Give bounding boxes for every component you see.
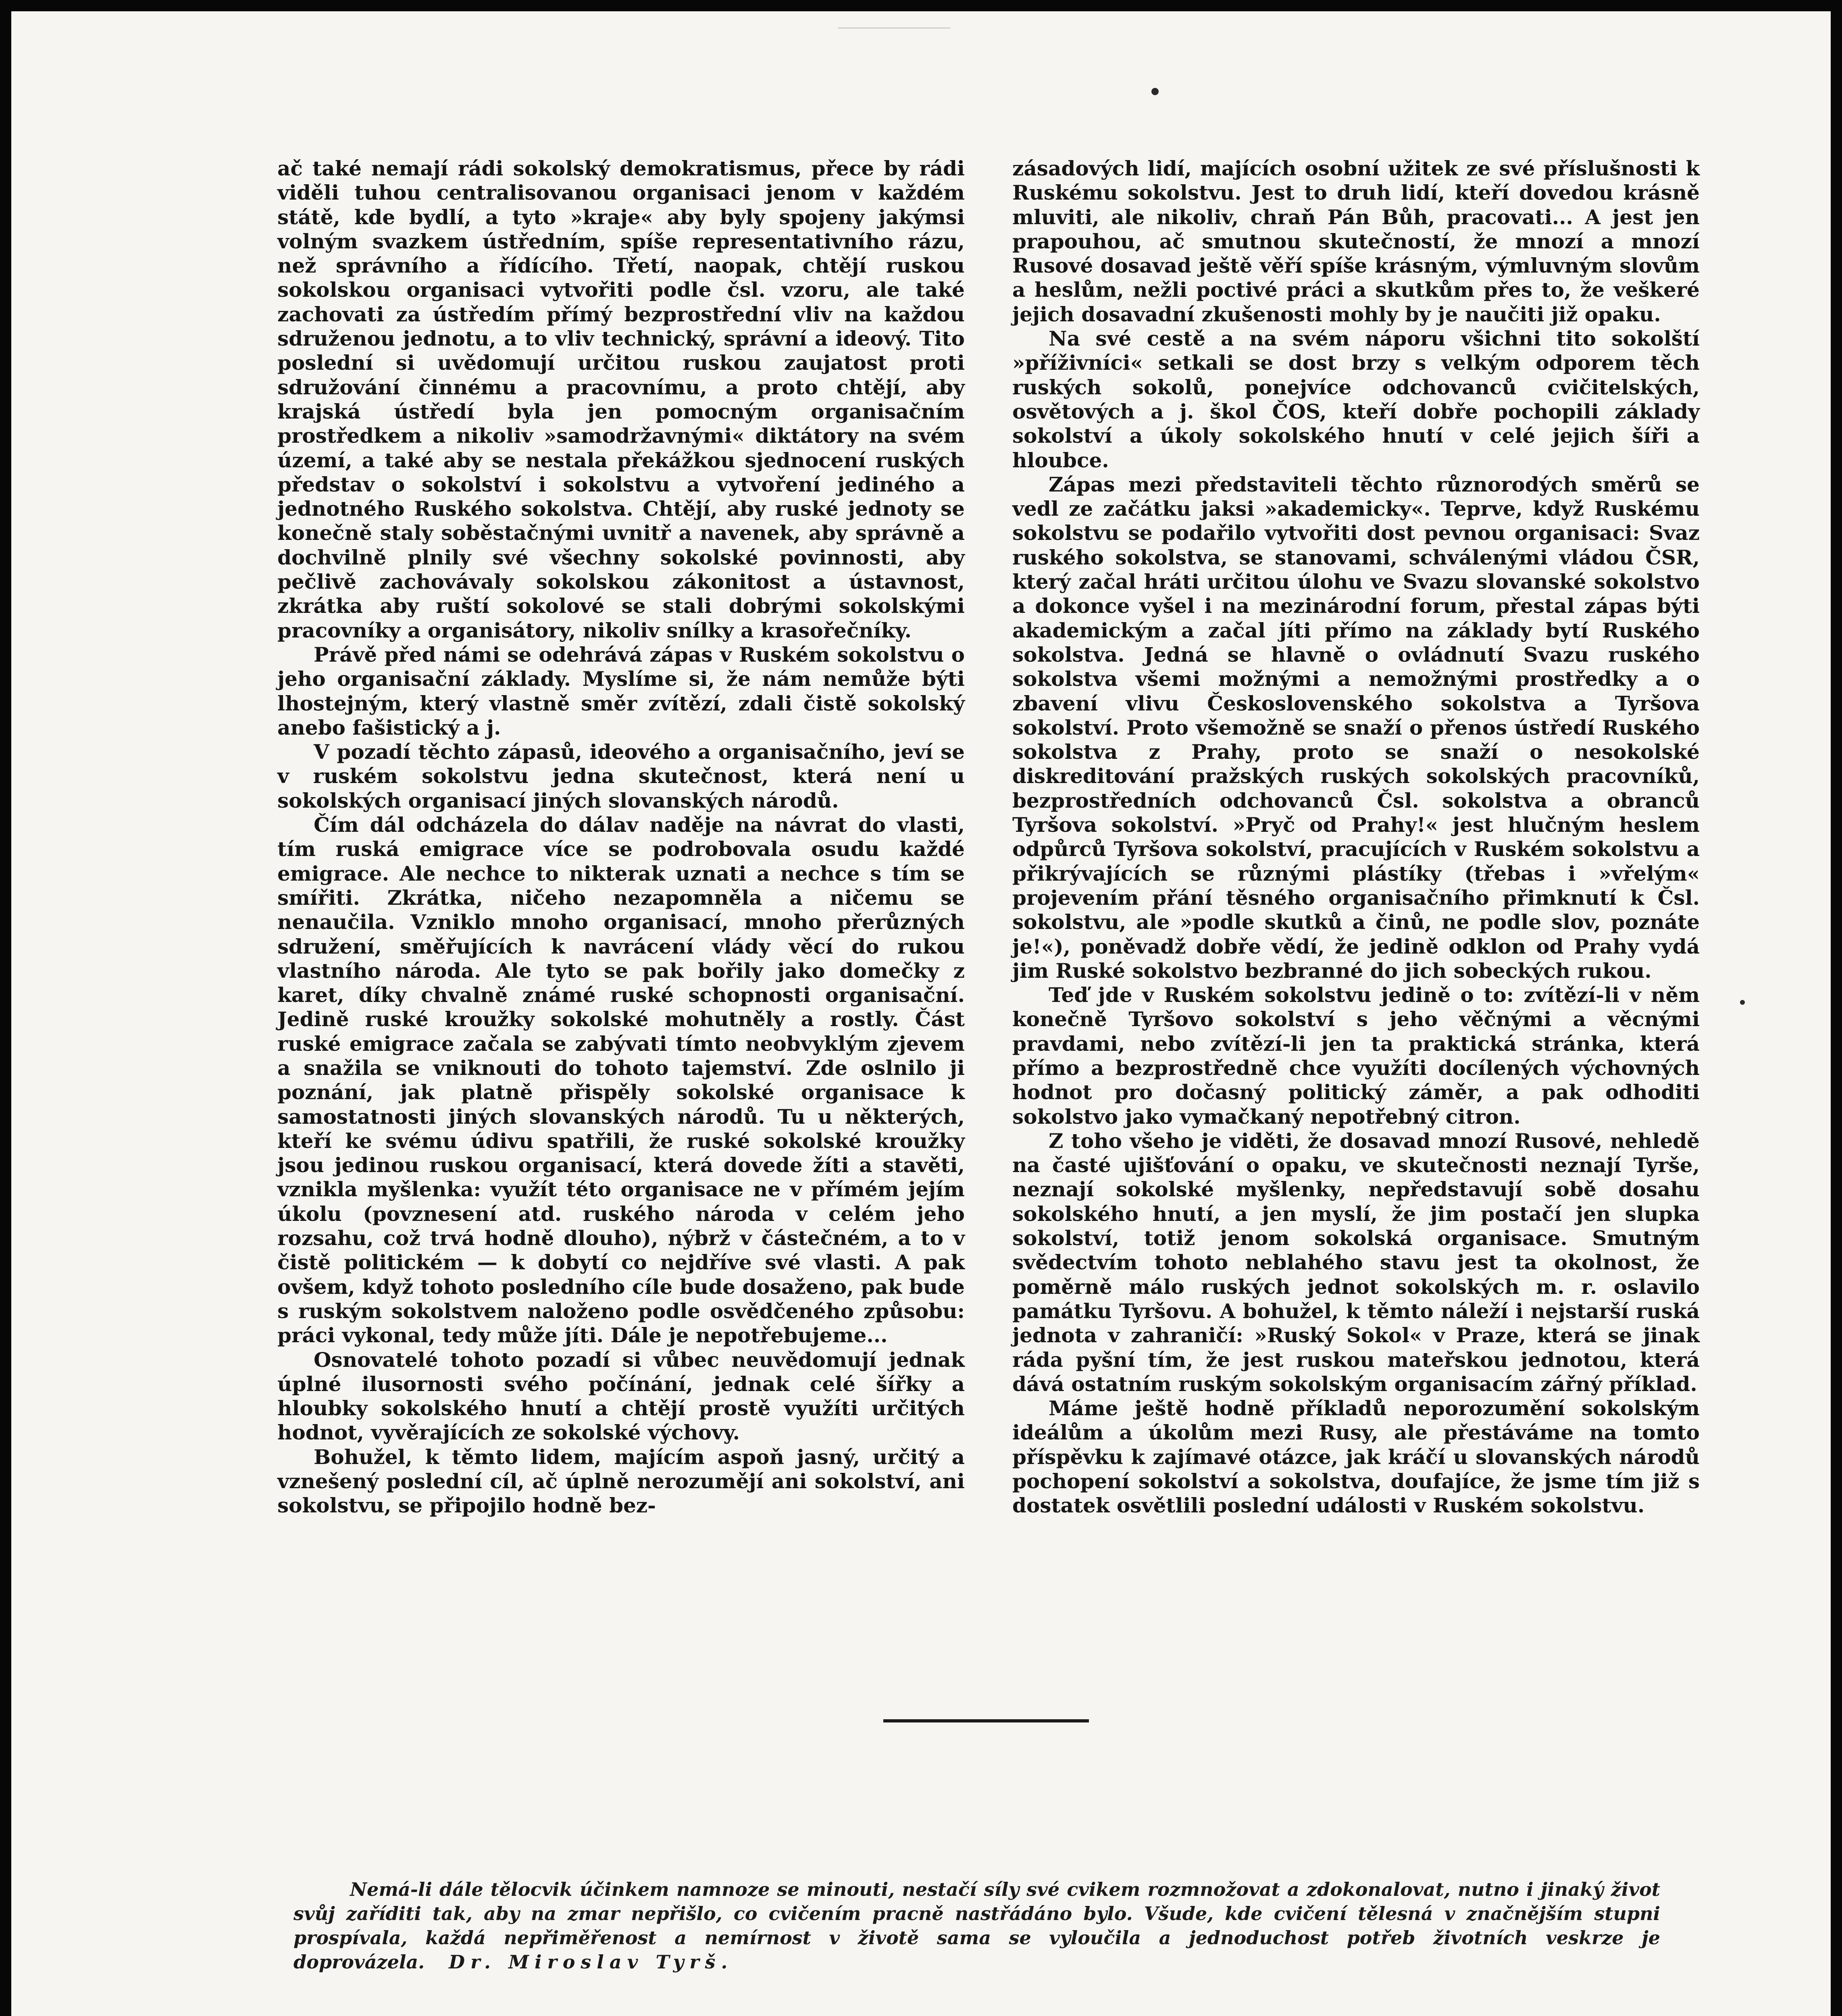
- dust-speck: [1151, 88, 1159, 95]
- scan-top-mark: [838, 11, 951, 29]
- paragraph: Zápas mezi představiteli těchto různorodých směrů se vedl ze začátku jaksi »akademicky«. Teprve, když Ruskému sokolstvu se podařilo vytvořiti dost pevnou organisaci: Svaz ruského sokolstva, se stanovami, schválenými vládou ČSR, který začal hráti určitou úlohu ve Svazu slovanské sokolstvo a dokonce vyšel i na mezinárodní forum, přestal zápas býti akademickým a začal jíti přímo na základy bytí Ruského sokolstva. Jedná se hlavně o ovládnutí Svazu ruského sokolstva všemi možnými a nemožnými prostředky a o zbavení vlivu Československého sokolstva a Tyršova sokolství. Proto všemožně se snaží o přenos ústředí Ruského sokolstva z Prahy, proto se snaží o nesokolské diskreditování pražských ruských sokolských pracovníků, bezprostředních odchovanců Čsl. sokolstva a obranců Tyršova sokolství. »Pryč od Prahy!« jest hlučným heslem odpůrců Tyršova sokolství, pracujících v Ruském sokolstvu a přikrývajících se různými plástíky (třebas i »vřelým« projevením přání těsného organisačního přimknutí k Čsl. sokolstvu, ale »podle skutků a činů, ne podle slov, poznáte je!«), poněvadž dobře vědí, že jedině odklon od Prahy vydá jim Ruské sokolstvo bezbranné do jich sobeckých rukou.: [1012, 472, 1700, 983]
- paragraph: zásadových lidí, majících osobní užitek ze své příslušnosti k Ruskému sokolstvu. Jest to druh lidí, kteří dovedou krásně mluviti, ale nikoliv, chraň Pán Bůh, pracovati... A jest jen prapouhou, ač smutnou skutečností, že mnozí a mnozí Rusové dosavad ještě věří spíše krásným, výmluvným slovům a heslům, nežli poctivé práci a skutkům přes to, že veškeré jejich dosavadní zkušenosti mohly by je naučiti již opaku.: [1012, 156, 1700, 326]
- paragraph: ač také nemají rádi sokolský demokratismus, přece by rádi viděli tuhou centralisovanou organisaci jenom v každém státě, kde bydlí, a tyto »kraje« aby byly spojeny jakýmsi volným svazkem ústředním, spíše representativního rázu, než správního a řídícího. Třetí, naopak, chtějí ruskou sokolskou organisaci vytvořiti podle čsl. vzoru, ale také zachovati za ústředím přímý bezprostřední vliv na každou sdruženou jednotu, a to vliv technický, správní a ideový. Tito poslední si uvědomují určitou ruskou zaujatost proti sdružování činnému a pracovnímu, a proto chtějí, aby krajská ústředí byla jen pomocným organisačním prostředkem a nikoliv »samodržavnými« diktátory na svém území, a také aby se nestala překážkou sjednocení ruských představ o sokolství i sokolstvu a vytvoření jediného a jednotného Ruského sokolstva. Chtějí, aby ruské jednoty se konečně staly soběstačnými uvnitř a navenek, aby správně a dochvilně plnily své všechny sokolské povinnosti, aby pečlivě zachovávaly sokolskou zákonitost a ústavnost, zkrátka aby ruští sokolové se stali dobrými sokolskými pracovníky a organisátory, nikoliv snílky a krasořečníky.: [277, 156, 965, 642]
- tyrs-quote: [293, 1877, 1660, 1974]
- paragraph: Z toho všeho je viděti, že dosavad mnozí Rusové, nehledě na časté ujišťování o opaku, ve skutečnosti neznají Tyrše, neznají sokolské myšlenky, nepředstavují sobě dosahu sokolského hnutí, a jen myslí, že jim postačí jen slupka sokolství, totiž jenom sokolská organisace. Smutným svědectvím tohoto neblahého stavu jest ta okolnost, že poměrně málo ruských jednot sokolských m. r. oslavilo památku Tyršovu. A bohužel, k těmto náleží i nejstarší ruská jednota v zahraničí: »Ruský Sokol« v Praze, která se jinak ráda pyšní tím, že jest ruskou mateřskou jednotou, která dává ostatním ruským sokolským organisacím zářný příklad.: [1012, 1129, 1700, 1396]
- article-body: [277, 156, 1700, 1518]
- paragraph: Teď jde v Ruském sokolstvu jedině o to: zvítězí-li v něm konečně Tyršovo sokolství s jeho věčnými a věcnými pravdami, nebo zvítězí-li jen ta praktická stránka, která přímo a bezprostředně chce využíti docílených výchovných hodnot pro dočasný politický záměr, a pak odhoditi sokolstvo jako vymačkaný nepotřebný citron.: [1012, 983, 1700, 1129]
- paragraph: Osnovatelé tohoto pozadí si vůbec neuvědomují jednak úplné ilusornosti svého počínání, jednak celé šířky a hloubky sokolského hnutí a chtějí prostě využíti určitých hodnot, vyvěrajících ze sokolské výchovy.: [277, 1347, 965, 1445]
- paragraph: Čím dál odcházela do dálav naděje na návrat do vlasti, tím ruská emigrace více se podrobovala osudu každé emigrace. Ale nechce to nikterak uznati a nechce s tím se smířiti. Zkrátka, ničeho nezapomněla a ničemu se nenaučila. Vzniklo mnoho organisací, mnoho přerůzných sdružení, směřujících k navrácení vlády věcí do rukou vlastního národa. Ale tyto se pak bořily jako domečky z karet, díky chvalně známé ruské schopnosti organisační. Jedině ruské kroužky sokolské mohutněly a rostly. Část ruské emigrace začala se zabývati tímto neobvyklým zjevem a snažila se vniknouti do tohoto tajemství. Zde oslnilo ji poznání, jak platně přispěly sokolské organisace k samostatnosti jiných slovanských národů. Tu u některých, kteří ke svému údivu spatřili, že ruské sokolské kroužky jsou jedinou ruskou organisací, která dovede žíti a stavěti, vznikla myšlenka: využít této organisace ne v přímém jejím úkolu (povznesení atd. ruského národa v celém jeho rozsahu, což trvá hodně dlouho), nýbrž v částečném, a to v čistě politickém — k dobytí co nejdříve své vlasti. A pak ovšem, když tohoto posledního cíle bude dosaženo, pak bude s ruským sokolstvem naloženo podle osvědčeného způsobu: práci vykonal, tedy může jíti. Dále je nepotřebujeme...: [277, 813, 965, 1347]
- quote-author: Dr. Miroslav Tyrš.: [449, 1951, 733, 1973]
- dust-speck: [1740, 1000, 1745, 1005]
- paragraph: Máme ještě hodně příkladů neporozumění sokolským ideálům a úkolům mezi Rusy, ale přestáváme na tomto příspěvku k zajímavé otázce, jak kráčí u slovanských národů pochopení sokolství a sokolstva, doufajíce, že jsme tím již s dostatek osvětlili poslední události v Ruském sokolstvu.: [1012, 1396, 1700, 1518]
- paragraph: V pozadí těchto zápasů, ideového a organisačního, jeví se v ruském sokolstvu jedna skutečnost, která není u sokolských organisací jiných slovanských národů.: [277, 740, 965, 812]
- quote-text: Nemá-li dále tělocvik účinkem namnoze se minouti, nestačí síly své cvikem rozmnožovat a zdokonalovat, nutno i jinaký život svůj zaříditi tak, aby na zmar nepřišlo, co cvičením pracně nastřádáno bylo. Všude, kde cvičení tělesná v značnějším stupni prospívala, každá nepřiměřenost a nemírnost v životě sama se vyloučila a jednoduchost potřeb životních veskrze je doprovázela.: [293, 1879, 1660, 1973]
- section-divider: [883, 1719, 1089, 1722]
- paragraph: Bohužel, k těmto lidem, majícím aspoň jasný, určitý a vznešený poslední cíl, ač úplně nerozumějí ani sokolství, ani sokolstvu, se připojilo hodně bez-: [277, 1445, 965, 1518]
- right-column: [1012, 156, 1700, 1518]
- left-column: [277, 156, 965, 1518]
- paragraph: Na své cestě a na svém náporu všichni tito sokolští »příživníci« setkali se dost brzy s velkým odporem těch ruských sokolů, ponejvíce odchovanců cvičitelských, osvětových a j. škol ČOS, kteří dobře pochopili základy sokolství a úkoly sokolského hnutí v celé jejich šíři a hloubce.: [1012, 327, 1700, 472]
- paragraph: Právě před námi se odehrává zápas v Ruském sokolstvu o jeho organisační základy. Myslíme si, že nám nemůže býti lhostejným, který vlastně směr zvítězí, zdali čistě sokolský anebo fašistický a j.: [277, 642, 965, 739]
- page: [11, 11, 1831, 2016]
